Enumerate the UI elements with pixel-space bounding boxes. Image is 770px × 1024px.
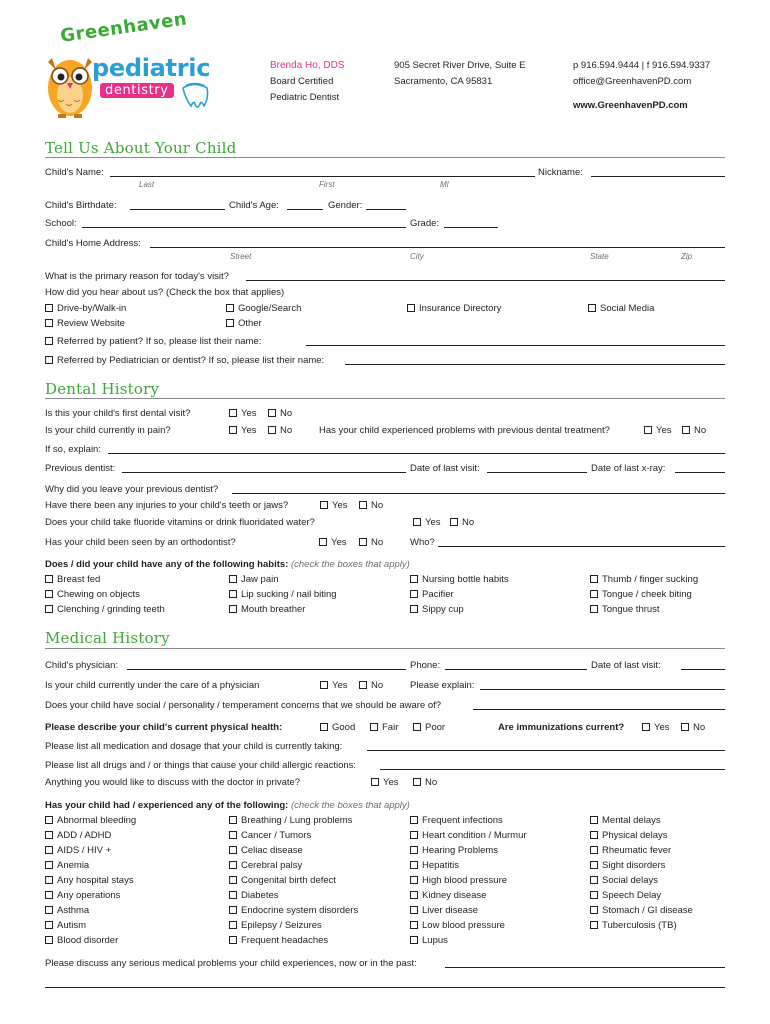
checkbox[interactable] [410, 816, 418, 824]
checkbox[interactable] [45, 590, 53, 598]
checkbox[interactable] [682, 426, 690, 434]
checklist-item[interactable]: Breathing / Lung problems [229, 815, 352, 826]
medications-field[interactable] [367, 750, 725, 751]
first-visit-no[interactable]: No [268, 408, 292, 419]
checklist-item[interactable]: Diabetes [229, 890, 279, 901]
website: www.GreenhavenPD.com [573, 100, 688, 111]
prev-dentist-label: Previous dentist: [45, 463, 116, 474]
conditions-heading: Has your child had / experienced any of the following: (check the boxes that apply) [45, 800, 410, 811]
checklist-item[interactable]: Nursing bottle habits [410, 574, 509, 585]
checkbox[interactable] [45, 831, 53, 839]
checkbox[interactable] [410, 831, 418, 839]
reason-label: What is the primary reason for today's visit? [45, 271, 229, 282]
checkbox[interactable] [226, 304, 234, 312]
zip-hint: Zip [681, 252, 693, 261]
checklist-item[interactable]: Endocrine system disorders [229, 905, 358, 916]
health-fair[interactable]: Fair [370, 722, 398, 733]
checklist-item[interactable]: Any hospital stays [45, 875, 134, 886]
checkbox[interactable] [45, 846, 53, 854]
private-label: Anything you would like to discuss with the doctor in private? [45, 777, 301, 788]
reason-field[interactable] [246, 280, 725, 281]
section-title-medical: Medical History [45, 629, 170, 647]
last-xray-label: Date of last x-ray: [591, 463, 666, 474]
ortho-yes[interactable]: Yes [319, 537, 347, 548]
checklist-item[interactable]: Sippy cup [410, 604, 464, 615]
practice-logo [40, 8, 230, 125]
fluoride-label: Does your child take fluoride vitamins or drink fluoridated water? [45, 517, 315, 528]
checklist-item[interactable]: Lupus [410, 935, 448, 946]
checklist-item[interactable]: Any operations [45, 890, 120, 901]
private-yes[interactable]: Yes [371, 777, 399, 788]
checkbox[interactable] [588, 304, 596, 312]
checkbox[interactable] [590, 575, 598, 583]
checkbox[interactable] [45, 337, 53, 345]
home-address-label: Child's Home Address: [45, 238, 141, 249]
checklist-item[interactable]: Heart condition / Murmur [410, 830, 527, 841]
birthdate-field[interactable] [130, 209, 225, 210]
checkbox[interactable] [320, 501, 328, 509]
office-email: office@GreenhavenPD.com [573, 76, 692, 87]
section-title-child: Tell Us About Your Child [45, 139, 237, 157]
checkbox[interactable] [229, 936, 237, 944]
checklist-item[interactable]: Kidney disease [410, 890, 486, 901]
why-leave-field[interactable] [232, 493, 725, 494]
checklist-item[interactable]: Celiac disease [229, 845, 303, 856]
in-pain-yes[interactable]: Yes [229, 425, 257, 436]
logo-pediatric: pediatric [92, 54, 211, 82]
med-last-visit-label: Date of last visit: [591, 660, 661, 671]
gender-label: Gender: [328, 200, 363, 211]
checklist-item[interactable]: Sight disorders [590, 860, 665, 871]
grade-field[interactable] [444, 227, 498, 228]
checklist-item[interactable]: Rheumatic fever [590, 845, 671, 856]
checkbox[interactable] [229, 861, 237, 869]
med-last-visit-field[interactable] [681, 669, 725, 670]
checkbox[interactable] [229, 409, 237, 417]
checkbox[interactable] [590, 816, 598, 824]
age-label: Child's Age: [229, 200, 279, 211]
injuries-label: Have there been any injuries to your child's teeth or jaws? [45, 500, 289, 511]
checkbox[interactable] [359, 681, 367, 689]
opt-drive-by[interactable]: Drive-by/Walk-in [45, 303, 126, 314]
checkbox[interactable] [410, 921, 418, 929]
tooth-icon [180, 82, 210, 110]
checklist-item[interactable]: Physical delays [590, 830, 667, 841]
checklist-item[interactable]: ADD / ADHD [45, 830, 111, 841]
checklist-item[interactable]: Hepatitis [410, 860, 459, 871]
opt-insurance[interactable]: Insurance Directory [407, 303, 501, 314]
checklist-item[interactable]: Breast fed [45, 574, 100, 585]
care-explain-field[interactable] [480, 689, 725, 690]
checklist-item[interactable]: Lip sucking / nail biting [229, 589, 337, 600]
checkbox[interactable] [45, 921, 53, 929]
private-no[interactable]: No [413, 777, 437, 788]
fluoride-yes[interactable]: Yes [413, 517, 441, 528]
checkbox[interactable] [370, 723, 378, 731]
social-concerns-field[interactable] [473, 709, 725, 710]
phone-label: Phone: [410, 660, 441, 671]
checkbox[interactable] [229, 921, 237, 929]
ref-pediatrician[interactable]: Referred by Pediatrician or dentist? If so, please list their name: [45, 355, 324, 366]
checkbox[interactable] [320, 723, 328, 731]
checklist-item[interactable]: Social delays [590, 875, 658, 886]
checkbox[interactable] [410, 876, 418, 884]
checklist-item[interactable]: Cancer / Tumors [229, 830, 311, 841]
first-visit-yes[interactable]: Yes [229, 408, 257, 419]
checklist-item[interactable]: Autism [45, 920, 86, 931]
checkbox[interactable] [229, 426, 237, 434]
school-field[interactable] [82, 227, 406, 228]
section-divider [45, 398, 725, 399]
opt-review-website[interactable]: Review Website [45, 318, 125, 329]
habits-heading: Does / did your child have any of the following habits: (check the boxes that apply) [45, 559, 410, 570]
address-line-1: 905 Secret River Drive, Suite E [394, 60, 526, 71]
nickname-label: Nickname: [538, 167, 583, 178]
checkbox[interactable] [590, 831, 598, 839]
explain-field[interactable] [108, 453, 725, 454]
child-name-label: Child's Name: [45, 167, 104, 178]
last-xray-field[interactable] [675, 472, 725, 473]
checkbox[interactable] [45, 356, 53, 364]
in-pain-label: Is your child currently in pain? [45, 425, 171, 436]
checklist-item[interactable]: Speech Delay [590, 890, 661, 901]
checkbox[interactable] [359, 501, 367, 509]
problems-yes[interactable]: Yes [644, 425, 672, 436]
checklist-item[interactable]: Low blood pressure [410, 920, 505, 931]
immunizations-label: Are immunizations current? [498, 722, 625, 733]
injuries-no[interactable]: No [359, 500, 383, 511]
checkbox[interactable] [319, 538, 327, 546]
phone-field[interactable] [445, 669, 587, 670]
last-visit-label: Date of last visit: [410, 463, 480, 474]
health-poor[interactable]: Poor [413, 722, 445, 733]
checklist-item[interactable]: AIDS / HIV + [45, 845, 111, 856]
checkbox[interactable] [229, 876, 237, 884]
checkbox[interactable] [229, 575, 237, 583]
birthdate-label: Child's Birthdate: [45, 200, 117, 211]
checklist-item[interactable]: Tongue thrust [590, 604, 660, 615]
checklist-item[interactable]: Blood disorder [45, 935, 118, 946]
ref-pediatrician-field[interactable] [345, 364, 725, 365]
checkbox[interactable] [45, 906, 53, 914]
checkbox[interactable] [410, 906, 418, 914]
checkbox[interactable] [359, 538, 367, 546]
checkbox[interactable] [407, 304, 415, 312]
checkbox[interactable] [410, 575, 418, 583]
problems-label: Has your child experienced problems with previous dental treatment? [319, 425, 610, 436]
first-visit-label: Is this your child's first dental visit? [45, 408, 191, 419]
ref-patient[interactable]: Referred by patient? If so, please list their name: [45, 336, 261, 347]
checkbox[interactable] [45, 304, 53, 312]
checkbox[interactable] [410, 590, 418, 598]
under-care-label: Is your child currently under the care of a physician [45, 680, 260, 691]
checklist-item[interactable]: Pacifier [410, 589, 454, 600]
home-address-field[interactable] [150, 247, 725, 248]
checkbox[interactable] [45, 891, 53, 899]
checkbox[interactable] [226, 319, 234, 327]
who-field[interactable] [438, 546, 725, 547]
checklist-item[interactable]: Cerebral palsy [229, 860, 302, 871]
gender-field[interactable] [366, 209, 406, 210]
checklist-item[interactable]: Abnormal bleeding [45, 815, 136, 826]
owl-icon [40, 40, 100, 120]
city-hint: City [410, 252, 424, 261]
fluoride-no[interactable]: No [450, 517, 474, 528]
checklist-item[interactable]: Chewing on objects [45, 589, 140, 600]
checkbox[interactable] [450, 518, 458, 526]
checkbox[interactable] [45, 605, 53, 613]
section-divider [45, 648, 725, 649]
checkbox[interactable] [229, 846, 237, 854]
heard-label: How did you hear about us? (Check the box that applies) [45, 287, 285, 298]
checkbox[interactable] [590, 906, 598, 914]
state-hint: State [590, 252, 609, 261]
physician-field[interactable] [127, 669, 406, 670]
ref-patient-field[interactable] [306, 345, 725, 346]
checkbox[interactable] [410, 936, 418, 944]
serious-problems-label: Please discuss any serious medical problems your child experiences, now or in the past: [45, 958, 417, 969]
checkbox[interactable] [642, 723, 650, 731]
checkbox[interactable] [229, 816, 237, 824]
child-name-field[interactable] [110, 176, 535, 177]
checkbox[interactable] [413, 518, 421, 526]
health-good[interactable]: Good [320, 722, 355, 733]
checkbox[interactable] [268, 409, 276, 417]
checkbox[interactable] [644, 426, 652, 434]
checklist-item[interactable]: Hearing Problems [410, 845, 498, 856]
checklist-item[interactable]: Clenching / grinding teeth [45, 604, 165, 615]
checkbox[interactable] [410, 846, 418, 854]
first-name-hint: First [319, 180, 335, 189]
in-pain-no[interactable]: No [268, 425, 292, 436]
checklist-item[interactable]: Liver disease [410, 905, 478, 916]
opt-social-media[interactable]: Social Media [588, 303, 654, 314]
medications-label: Please list all medication and dosage that your child is currently taking: [45, 741, 343, 752]
nickname-field[interactable] [591, 176, 725, 177]
checkbox[interactable] [371, 778, 379, 786]
checkbox[interactable] [229, 605, 237, 613]
mi-hint: MI [440, 180, 449, 189]
last-name-hint: Last [139, 180, 155, 189]
checkbox[interactable] [590, 891, 598, 899]
physician-label: Child's physician: [45, 660, 119, 671]
doctor-name: Brenda Ho, DDS [270, 60, 345, 71]
checklist-item[interactable]: Anemia [45, 860, 89, 871]
serious-problems-field-2[interactable] [45, 987, 725, 988]
checklist-item[interactable]: Congenital birth defect [229, 875, 336, 886]
injuries-yes[interactable]: Yes [320, 500, 348, 511]
checkbox[interactable] [320, 681, 328, 689]
who-label: Who? [410, 537, 435, 548]
ortho-label: Has your child been seen by an orthodontist? [45, 537, 236, 548]
checkbox[interactable] [413, 723, 421, 731]
checkbox[interactable] [45, 575, 53, 583]
checkbox[interactable] [229, 590, 237, 598]
checklist-item[interactable]: Frequent headaches [229, 935, 328, 946]
prev-dentist-field[interactable] [122, 472, 406, 473]
checklist-item[interactable]: Stomach / GI disease [590, 905, 693, 916]
checkbox[interactable] [45, 319, 53, 327]
checklist-item[interactable]: Tuberculosis (TB) [590, 920, 677, 931]
checkbox[interactable] [268, 426, 276, 434]
checkbox[interactable] [590, 876, 598, 884]
under-care-no[interactable]: No [359, 680, 383, 691]
checkbox[interactable] [681, 723, 689, 731]
physical-health-label: Please describe your child's current physical health: [45, 722, 283, 733]
checklist-item[interactable]: Thumb / finger sucking [590, 574, 698, 585]
immunizations-yes[interactable]: Yes [642, 722, 670, 733]
care-explain-label: Please explain: [410, 680, 475, 691]
section-title-dental: Dental History [45, 380, 160, 398]
logo-dentistry: dentistry [100, 83, 174, 98]
checkbox[interactable] [229, 891, 237, 899]
address-line-2: Sacramento, CA 95831 [394, 76, 493, 87]
last-visit-field[interactable] [487, 472, 587, 473]
grade-label: Grade: [410, 218, 440, 229]
checkbox[interactable] [590, 846, 598, 854]
checkbox[interactable] [410, 605, 418, 613]
under-care-yes[interactable]: Yes [320, 680, 348, 691]
checklist-item[interactable]: Epilepsy / Seizures [229, 920, 322, 931]
checkbox[interactable] [229, 906, 237, 914]
checkbox[interactable] [410, 861, 418, 869]
logo-greenhaven: Greenhaven [59, 8, 189, 47]
section-divider [45, 157, 725, 158]
why-leave-label: Why did you leave your previous dentist? [45, 484, 219, 495]
checklist-item[interactable]: High blood pressure [410, 875, 507, 886]
checkbox[interactable] [45, 936, 53, 944]
opt-other[interactable]: Other [226, 318, 262, 329]
street-hint: Street [230, 252, 252, 261]
checklist-item[interactable]: Mental delays [590, 815, 661, 826]
problems-no[interactable]: No [682, 425, 706, 436]
social-concerns-label: Does your child have social / personality / temperament concerns that we should be aware of? [45, 700, 442, 711]
allergies-field[interactable] [380, 769, 725, 770]
checkbox[interactable] [590, 605, 598, 613]
checkbox[interactable] [45, 861, 53, 869]
doctor-cert-2: Pediatric Dentist [270, 92, 340, 103]
checkbox[interactable] [229, 831, 237, 839]
explain-label: If so, explain: [45, 444, 101, 455]
immunizations-no[interactable]: No [681, 722, 705, 733]
checkbox[interactable] [590, 861, 598, 869]
school-label: School: [45, 218, 77, 229]
phone-fax: p 916.594.9444 | f 916.594.9337 [573, 60, 711, 71]
checklist-item[interactable]: Mouth breather [229, 604, 305, 615]
checklist-item[interactable]: Asthma [45, 905, 89, 916]
checkbox[interactable] [590, 921, 598, 929]
checklist-item[interactable]: Tongue / cheek biting [590, 589, 692, 600]
checklist-item[interactable]: Jaw pain [229, 574, 279, 585]
checkbox[interactable] [413, 778, 421, 786]
ortho-no[interactable]: No [359, 537, 383, 548]
checkbox[interactable] [45, 816, 53, 824]
age-field[interactable] [287, 209, 323, 210]
allergies-label: Please list all drugs and / or things that cause your child allergic reactions: [45, 760, 357, 771]
checkbox[interactable] [45, 876, 53, 884]
checkbox[interactable] [410, 891, 418, 899]
checkbox[interactable] [590, 590, 598, 598]
checklist-item[interactable]: Frequent infections [410, 815, 503, 826]
serious-problems-field[interactable] [445, 967, 725, 968]
opt-google[interactable]: Google/Search [226, 303, 301, 314]
doctor-cert-1: Board Certified [270, 76, 334, 87]
